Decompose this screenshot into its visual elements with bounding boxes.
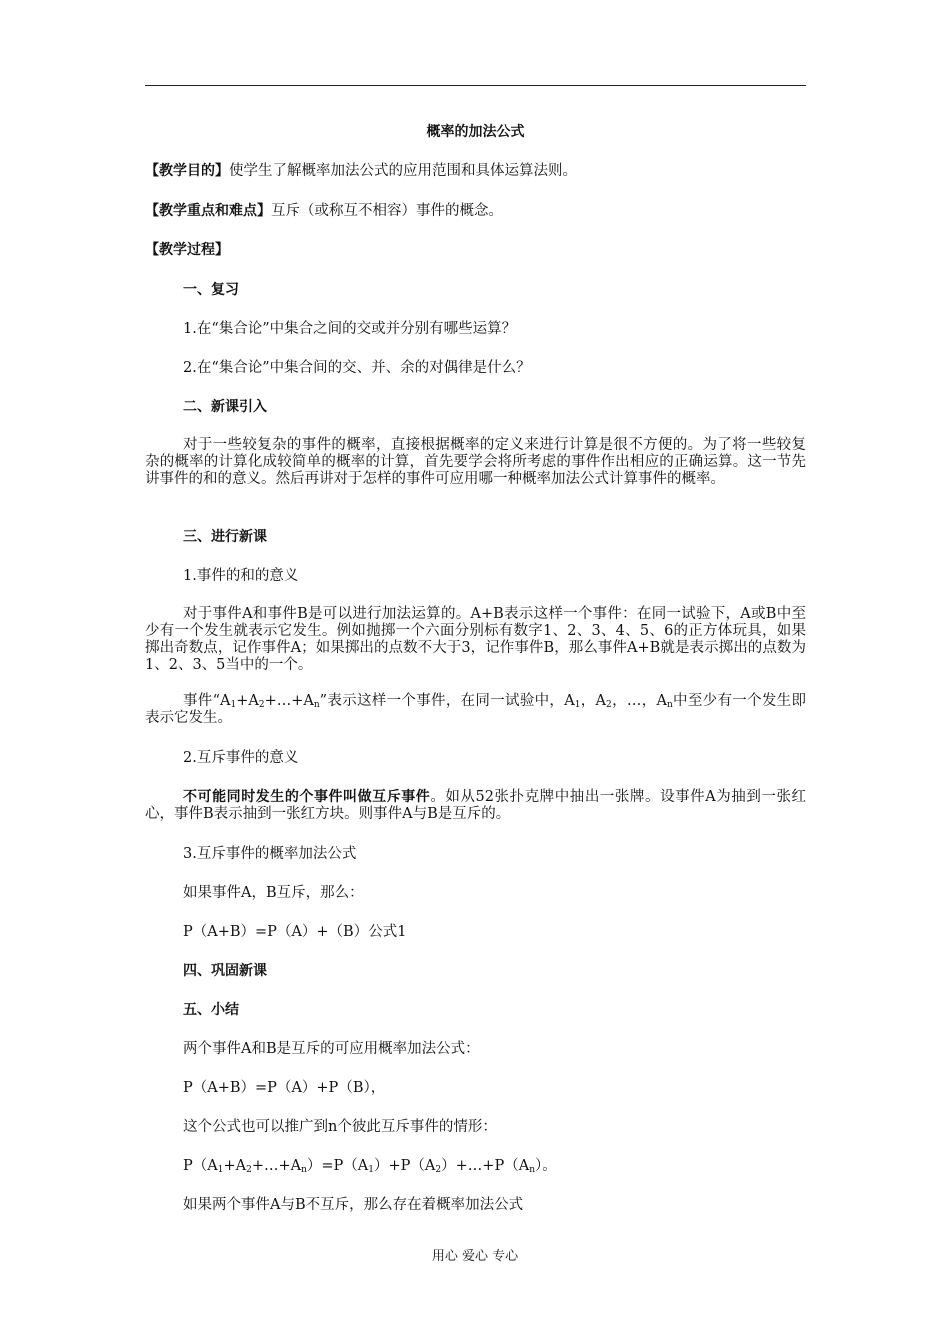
section-1-heading: 一、复习 (183, 282, 239, 298)
subsection-1-title: 1.事件的和的意义 (183, 568, 299, 584)
section-3-heading: 三、进行新课 (183, 529, 267, 545)
section-5-heading: 五、小结 (183, 1002, 239, 1018)
sum-definition-paragraph: 对于事件A和事件B是可以进行加法运算的。A+B表示这样一个事件：在同一试验下，A或B中至少有一个发生就表示它发生。例如抛掷一个六面分别标有数字1、2、3、4、5、6的正方体玩具，如果掷出奇数点，记作事件A；如果掷出的点数不大于3，记作事件B，那么事件A+B就是表示掷出的点数为1、2、3、5当中的一个。 (145, 606, 806, 673)
page-footer: 用心 爱心 专心 (431, 1249, 519, 1264)
section-4-heading: 四、巩固新课 (183, 963, 267, 979)
mutually-exclusive-paragraph: 不可能同时发生的个事件叫做互斥事件。如从52张扑克牌中抽出一张牌。设事件A为抽到一张红心，事件B表示抽到一张红方块。则事件A与B是互斥的。 (145, 789, 807, 822)
summary-line-2: 这个公式也可以推广到n个彼此互斥事件的情形： (183, 1119, 497, 1135)
intro-paragraph: 对于一些较复杂的事件的概率，直接根据概率的定义来进行计算是很不方便的。为了将一些较复杂的概率的计算化成较简单的概率的计算，首先要学会将所考虑的事件作出相应的正确运算。这一节先讲事件的和的意义。然后再讲对于怎样的事件可应用哪一种概率加法公式计算事件的概率。 (145, 437, 806, 487)
formula-1: P（A+B）=P（A）+（B）公式1 (183, 924, 407, 940)
summary-line-1: 两个事件A和B是互斥的可应用概率加法公式： (183, 1041, 480, 1057)
aim-label: 【教学目的】 (145, 163, 229, 179)
review-question-2: 2.在“集合论”中集合间的交、并、余的对偶律是什么？ (183, 360, 531, 376)
subsection-2-title: 2.互斥事件的意义 (183, 750, 299, 766)
summary-line-3: 如果两个事件A与B不互斥，那么存在着概率加法公式 (183, 1197, 524, 1213)
process-label: 【教学过程】 (145, 242, 229, 258)
header-rule (145, 85, 806, 86)
aim-text: 使学生了解概率加法公式的应用范围和具体运算法则。 (229, 163, 577, 179)
subsection-3-title: 3.互斥事件的概率加法公式 (183, 846, 357, 862)
focus-line (145, 202, 806, 221)
focus-text: 互斥（或称互不相容）事件的概念。 (271, 203, 503, 219)
review-question-1: 1.在“集合论”中集合之间的交或并分别有哪些运算？ (183, 321, 517, 337)
focus-label: 【教学重点和难点】 (145, 203, 271, 219)
formula-2: P（A+B）=P（A）+P（B）， (183, 1080, 386, 1096)
document-title: 概率的加法公式 (426, 124, 525, 140)
condition-line: 如果事件A，B互斥，那么： (183, 885, 364, 901)
aim-line (145, 162, 806, 181)
formula-3: $P(A_1+A_2+\dots+A_n)=P(A_1)+P(A_2)+\dots+P(A_n)$。 (183, 1158, 557, 1175)
section-2-heading: 二、新课引入 (183, 399, 267, 415)
multi-sum-paragraph: 事件“$A_1+A_2+\dots+A_n$”表示这样一个事件，在同一试验中，$A_1$，$A_2$，…，$A_n$中至少有一个发生即表示它发生。 (145, 693, 806, 726)
mutually-exclusive-definition: 不可能同时发生的个事件叫做互斥事件 (183, 789, 431, 805)
